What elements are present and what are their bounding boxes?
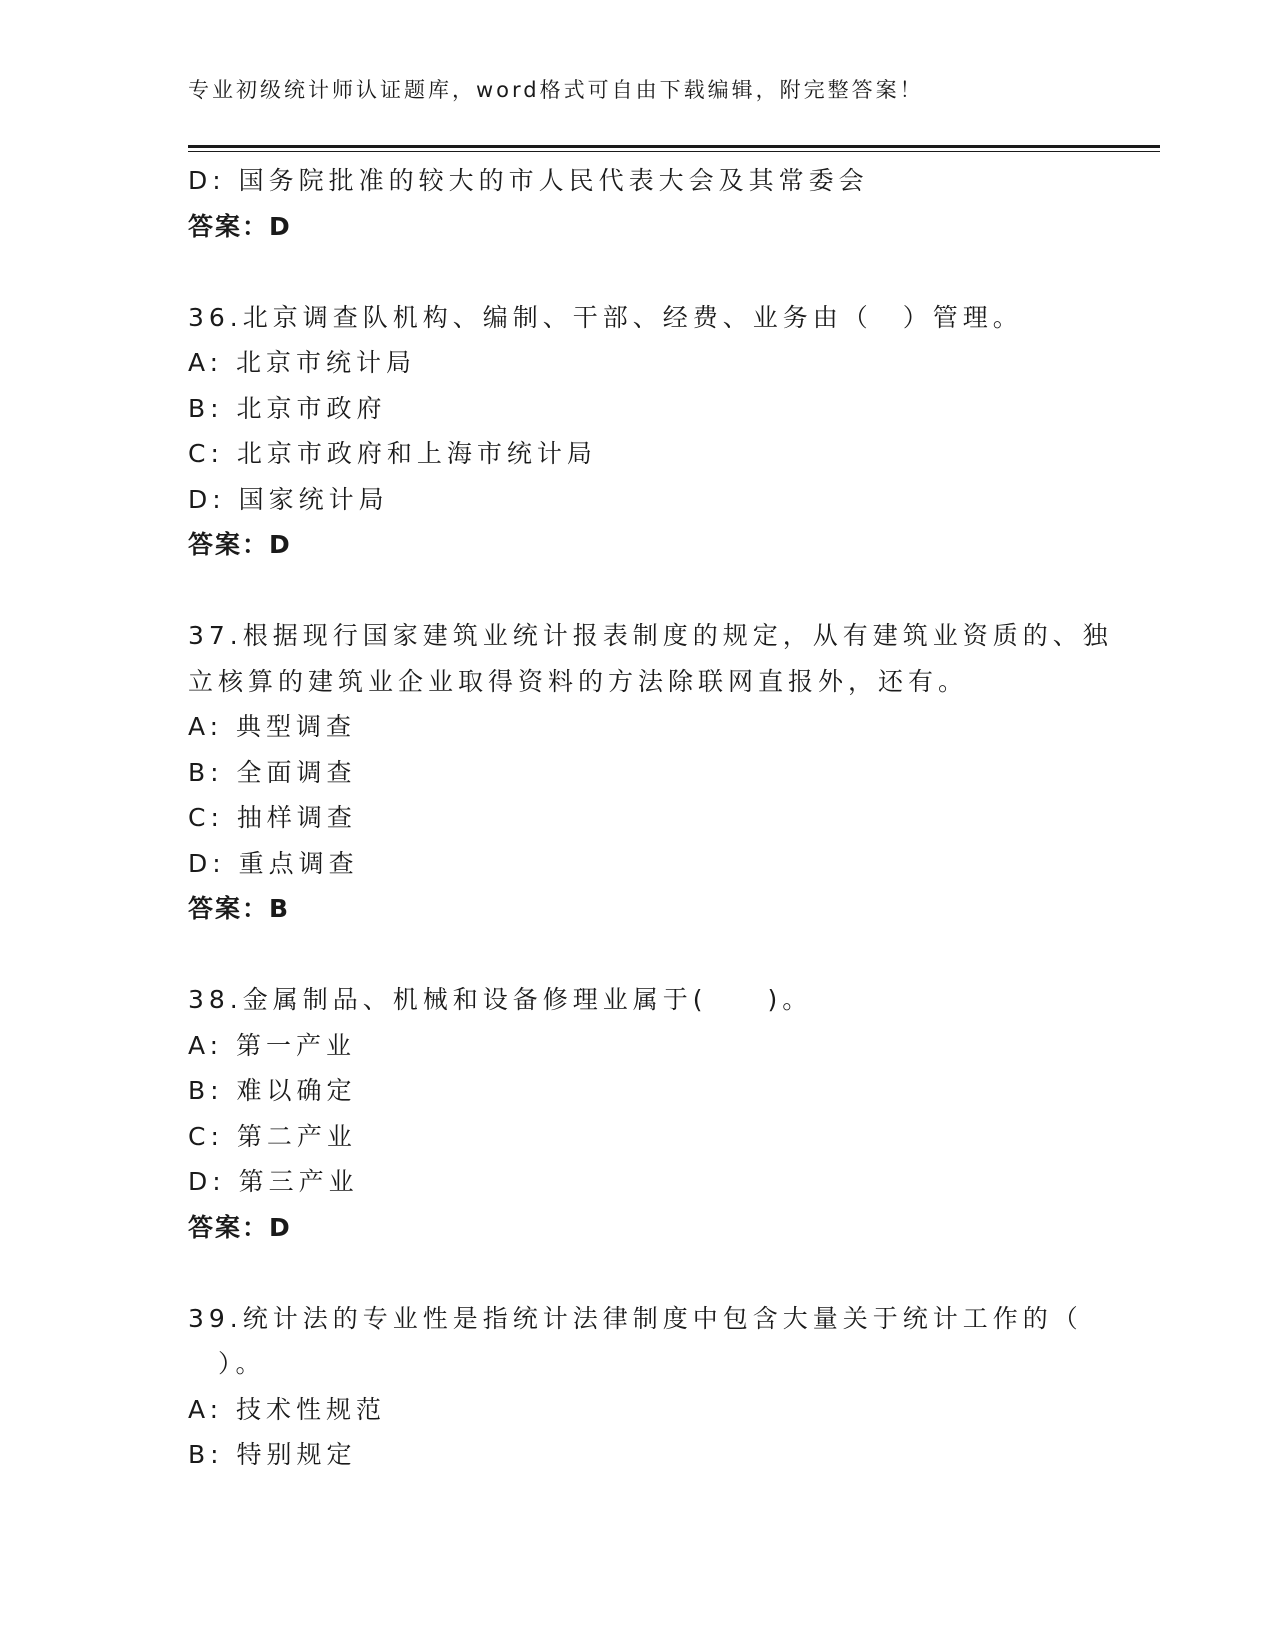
option-d: D: 第三产业 [188, 1167, 359, 1196]
option-a: A: 典型调查 [188, 712, 357, 741]
question-stem-37-line-2: 立核算的建筑业企业取得资料的方法除联网直报外，还有。 [188, 666, 969, 696]
option-d: D: 重点调查 [188, 848, 359, 878]
answer: 答案：D [188, 530, 292, 559]
option-a: A: 第一产业 [188, 1030, 357, 1060]
answer: 答案：B [188, 894, 291, 923]
header-rule-thick [188, 145, 1160, 148]
option-c: C: 北京市政府和上海市统计局 [188, 439, 597, 468]
question-stem-37-line-1: 37.根据现行国家建筑业统计报表制度的规定，从有建筑业资质的、独 [188, 621, 1113, 650]
question-content [188, 158, 1113, 1478]
answer: 答案：D [188, 1212, 292, 1242]
option-a: A: 技术性规范 [188, 1394, 387, 1424]
question-stem-36: 36.北京调查队机构、编制、干部、经费、业务由（ ）管理。 [188, 302, 1023, 332]
option-b: B: 难以确定 [188, 1076, 357, 1105]
question-stem-38: 38.金属制品、机械和设备修理业属于( )。 [188, 985, 813, 1014]
option-d: D: 国家统计局 [188, 484, 389, 514]
question-stem-39-line-1: 39.统计法的专业性是指统计法律制度中包含大量关于统计工作的（ [188, 1303, 1083, 1333]
answer: 答案：D [188, 211, 292, 241]
option-d: D: 国务院批准的较大的市人民代表大会及其常委会 [188, 166, 869, 195]
question-stem-39-line-2: ）。 [188, 1349, 266, 1378]
option-c: C: 第二产业 [188, 1121, 357, 1151]
option-c: C: 抽样调查 [188, 803, 357, 832]
option-a: A: 北京市统计局 [188, 348, 417, 377]
option-b: B: 特别规定 [188, 1440, 357, 1469]
header-note: 专业初级统计师认证题库，word格式可自由下载编辑，附完整答案！ [188, 78, 924, 102]
header-rule-thin [188, 151, 1160, 152]
option-b: B: 全面调查 [188, 757, 357, 787]
option-b: B: 北京市政府 [188, 393, 387, 423]
